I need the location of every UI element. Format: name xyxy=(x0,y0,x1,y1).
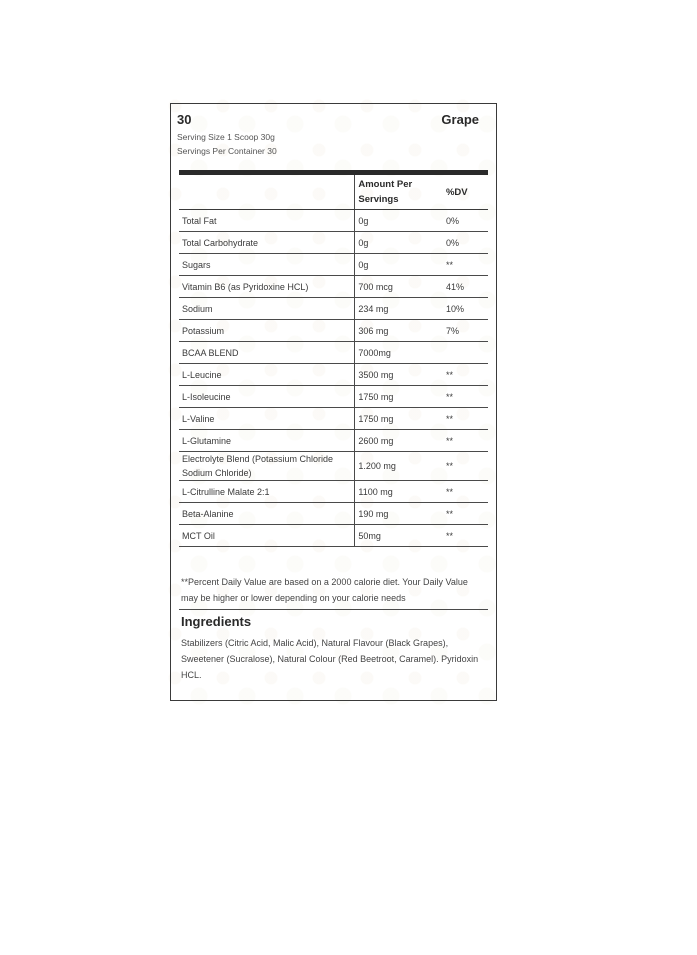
nutrient-dv xyxy=(443,342,488,364)
nutrient-name: L-Leucine xyxy=(179,364,355,386)
nutrient-dv: 0% xyxy=(443,232,488,254)
table-row xyxy=(179,298,488,320)
table-row xyxy=(179,320,488,342)
nutrient-dv: ** xyxy=(443,503,488,525)
nutrient-amount: 0g xyxy=(355,232,443,254)
nutrition-label xyxy=(163,94,504,711)
nutrient-amount: 50mg xyxy=(355,525,443,547)
nutrient-dv: 7% xyxy=(443,320,488,342)
nutrient-name: Total Carbohydrate xyxy=(179,232,355,254)
nutrient-name: Total Fat xyxy=(179,210,355,232)
nutrient-amount: 190 mg xyxy=(355,503,443,525)
table-row xyxy=(179,503,488,525)
nutrient-dv: ** xyxy=(443,386,488,408)
nutrient-amount: 234 mg xyxy=(355,298,443,320)
nutrient-amount: 0g xyxy=(355,254,443,276)
header-top-row xyxy=(177,112,482,127)
nutrient-dv: ** xyxy=(443,452,488,481)
nutrient-name: Potassium xyxy=(179,320,355,342)
nutrient-dv: ** xyxy=(443,525,488,547)
nutrient-name: Sugars xyxy=(179,254,355,276)
nutrient-amount: 700 mcg xyxy=(355,276,443,298)
nutrient-amount: 3500 mg xyxy=(355,364,443,386)
nutrition-table xyxy=(179,175,488,547)
serving-size: Serving Size 1 Scoop 30g xyxy=(177,132,275,142)
nutrient-name: L-Citrulline Malate 2:1 xyxy=(179,481,355,503)
nutrient-amount: 1750 mg xyxy=(355,408,443,430)
header-dv: %DV xyxy=(443,175,488,210)
serving-info xyxy=(177,130,482,158)
nutrient-amount: 1.200 mg xyxy=(355,452,443,481)
daily-value-footnote: **Percent Daily Value are based on a 2000 calorie diet. Your Daily Value may be higher or lower depending on your calorie needs xyxy=(181,577,468,603)
flavor-name: Grape xyxy=(441,112,479,127)
nutrient-name: Electrolyte Blend (Potassium Chloride Sodium Chloride) xyxy=(179,452,355,481)
nutrient-name: Beta-Alanine xyxy=(179,503,355,525)
nutrient-amount: 1750 mg xyxy=(355,386,443,408)
nutrient-dv: ** xyxy=(443,254,488,276)
table-row xyxy=(179,386,488,408)
ingredients-heading: Ingredients xyxy=(181,614,252,629)
nutrient-amount: 0g xyxy=(355,210,443,232)
nutrient-dv: 10% xyxy=(443,298,488,320)
table-header-row xyxy=(179,175,488,210)
label-header xyxy=(177,112,482,158)
table-row xyxy=(179,481,488,503)
nutrient-amount: 7000mg xyxy=(355,342,443,364)
nutrient-dv: 41% xyxy=(443,276,488,298)
nutrient-dv: ** xyxy=(443,408,488,430)
servings-per-container: Servings Per Container 30 xyxy=(177,146,277,156)
table-row xyxy=(179,430,488,452)
nutrient-dv: ** xyxy=(443,364,488,386)
table-row xyxy=(179,342,488,364)
nutrient-amount: 1100 mg xyxy=(355,481,443,503)
table-row xyxy=(179,254,488,276)
nutrient-name: Sodium xyxy=(179,298,355,320)
table-row xyxy=(179,276,488,298)
servings-number: 30 xyxy=(177,112,192,127)
table-row xyxy=(179,232,488,254)
nutrient-amount: 2600 mg xyxy=(355,430,443,452)
footnote-divider xyxy=(179,609,488,610)
table-row xyxy=(179,408,488,430)
nutrient-name: MCT Oil xyxy=(179,525,355,547)
ingredients-list: Stabilizers (Citric Acid, Malic Acid), Natural Flavour (Black Grapes), Sweetener (Sucralose), Natural Colour (Red Beetroot, Caramel). Pyridoxin HCL. xyxy=(181,638,479,680)
nutrient-name: L-Glutamine xyxy=(179,430,355,452)
nutrient-amount: 306 mg xyxy=(355,320,443,342)
nutrient-name: Vitamin B6 (as Pyridoxine HCL) xyxy=(179,276,355,298)
header-name xyxy=(179,175,355,210)
nutrient-dv: ** xyxy=(443,481,488,503)
nutrient-name: BCAA BLEND xyxy=(179,342,355,364)
table-row xyxy=(179,525,488,547)
nutrient-dv: 0% xyxy=(443,210,488,232)
header-amount: Amount Per Servings xyxy=(355,175,443,210)
table-row xyxy=(179,364,488,386)
nutrient-name: L-Isoleucine xyxy=(179,386,355,408)
nutrient-name: L-Valine xyxy=(179,408,355,430)
table-row xyxy=(179,210,488,232)
nutrient-dv: ** xyxy=(443,430,488,452)
table-row xyxy=(179,452,488,481)
